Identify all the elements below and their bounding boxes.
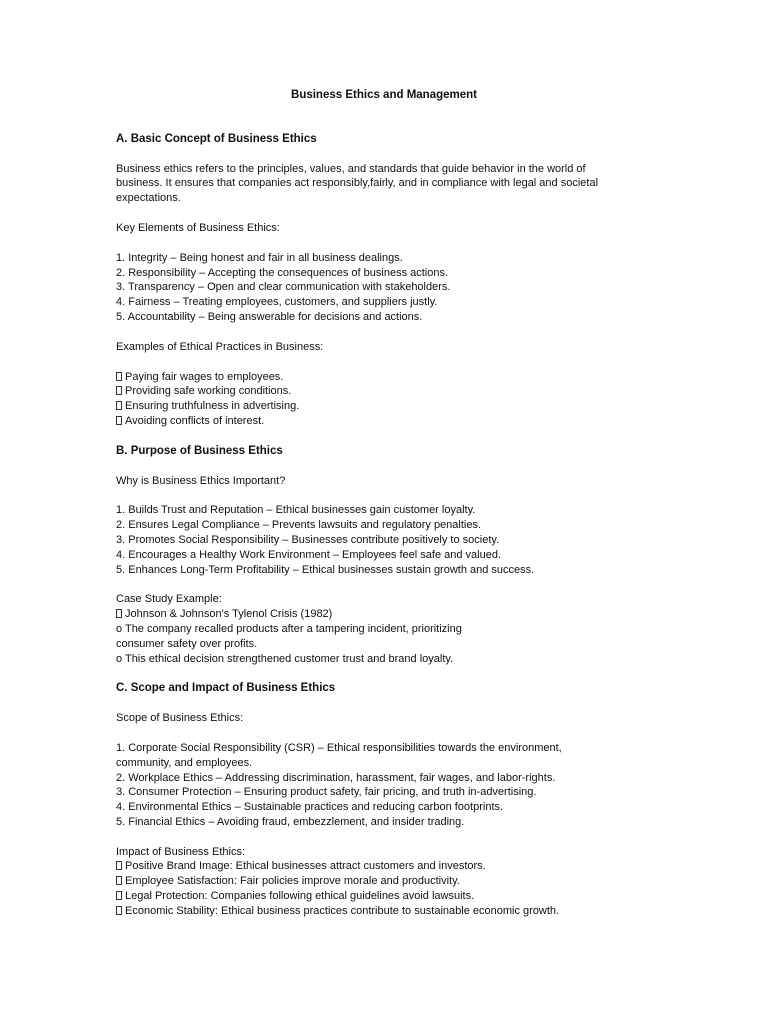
- list-item: [116, 384, 656, 399]
- list-item: 3. Consumer Protection – Ensuring product safety, fair pricing, and truth in-advertising.: [116, 786, 537, 799]
- list-item: 2. Responsibility – Accepting the consequences of business actions.: [116, 266, 449, 279]
- list-item: [116, 370, 656, 385]
- why-important-label: [116, 474, 656, 489]
- label-text: Examples of Ethical Practices in Business:: [116, 340, 324, 353]
- case-study-title: Johnson & Johnson's Tylenol Crisis (1982): [125, 608, 333, 621]
- list-item: 1. Corporate Social Responsibility (CSR) – Ethical responsibilities towards the environment,: [116, 741, 562, 754]
- section-c-heading: C. Scope and Impact of Business Ethics: [116, 682, 336, 695]
- list-item: 1. Integrity – Being honest and fair in all business dealings.: [116, 251, 403, 264]
- list-item: 5. Enhances Long-Term Profitability – Ethical businesses sustain growth and success.: [116, 563, 535, 576]
- list-item-text: Employee Satisfaction: Fair policies improve morale and productivity.: [125, 875, 460, 888]
- list-item-text: Economic Stability: Ethical business practices contribute to sustainable economic growth.: [125, 904, 560, 917]
- list-item: consumer safety over profits.: [116, 637, 258, 650]
- list-item: o This ethical decision strengthened customer trust and brand loyalty.: [116, 652, 454, 665]
- key-elements-list: [116, 251, 656, 325]
- missing-glyph-bullet-icon: [116, 416, 122, 425]
- examples-label: [116, 340, 656, 355]
- list-item: [116, 904, 656, 919]
- label-text: Scope of Business Ethics:: [116, 712, 244, 725]
- missing-glyph-bullet-icon: [116, 876, 122, 885]
- label-text: Why is Business Ethics Important?: [116, 474, 286, 487]
- list-item: o The company recalled products after a tampering incident, prioritizing: [116, 622, 462, 635]
- list-item: 2. Ensures Legal Compliance – Prevents lawsuits and regulatory penalties.: [116, 519, 482, 532]
- list-item: 5. Financial Ethics – Avoiding fraud, embezzlement, and insider trading.: [116, 815, 465, 828]
- list-item-text: Providing safe working conditions.: [125, 385, 292, 398]
- section-a-heading: A. Basic Concept of Business Ethics: [116, 132, 317, 145]
- missing-glyph-bullet-icon: [116, 386, 122, 395]
- label-text: Case Study Example:: [116, 593, 222, 606]
- scope-list: [116, 741, 656, 830]
- impact-section: [116, 845, 656, 919]
- list-item: [116, 859, 656, 874]
- list-item-text: Legal Protection: Companies following ethical guidelines avoid lawsuits.: [125, 890, 475, 903]
- missing-glyph-bullet-icon: [116, 401, 122, 410]
- missing-glyph-bullet-icon: [116, 891, 122, 900]
- list-item: 2. Workplace Ethics – Addressing discrimination, harassment, fair wages, and labor-rights.: [116, 771, 556, 784]
- missing-glyph-bullet-icon: [116, 609, 122, 618]
- paragraph-line: business. It ensures that companies act responsibly,fairly, and in compliance with legal and societal: [116, 177, 599, 190]
- list-item: [116, 414, 656, 429]
- key-elements-label: [116, 221, 656, 236]
- list-item: [116, 607, 656, 622]
- list-item: 4. Environmental Ethics – Sustainable practices and reducing carbon footprints.: [116, 801, 504, 814]
- list-item: 4. Fairness – Treating employees, customers, and suppliers justly.: [116, 296, 438, 309]
- label-text: Impact of Business Ethics:: [116, 845, 245, 858]
- missing-glyph-bullet-icon: [116, 906, 122, 915]
- examples-list: [116, 370, 656, 429]
- section-a-intro: [116, 162, 656, 206]
- list-item-text: Avoiding conflicts of interest.: [125, 414, 265, 427]
- list-item: [116, 874, 656, 889]
- reasons-list: [116, 503, 656, 577]
- document-title: Business Ethics and Management: [291, 89, 477, 101]
- list-item: community, and employees.: [116, 756, 253, 769]
- list-item: 3. Transparency – Open and clear communication with stakeholders.: [116, 281, 451, 294]
- missing-glyph-bullet-icon: [116, 372, 122, 381]
- label-text: Key Elements of Business Ethics:: [116, 221, 280, 234]
- list-item: 5. Accountability – Being answerable for decisions and actions.: [116, 310, 423, 323]
- paragraph-line: expectations.: [116, 192, 181, 205]
- list-item: 1. Builds Trust and Reputation – Ethical businesses gain customer loyalty.: [116, 504, 476, 517]
- missing-glyph-bullet-icon: [116, 861, 122, 870]
- document-body: [116, 88, 656, 934]
- list-item-text: Positive Brand Image: Ethical businesses attract customers and investors.: [125, 860, 486, 873]
- scope-label: [116, 711, 656, 726]
- case-study: [116, 592, 656, 666]
- section-b-heading: B. Purpose of Business Ethics: [116, 444, 283, 457]
- list-item: 3. Promotes Social Responsibility – Businesses contribute positively to society.: [116, 533, 500, 546]
- list-item: [116, 399, 656, 414]
- list-item: 4. Encourages a Healthy Work Environment – Employees feel safe and valued.: [116, 548, 502, 561]
- paragraph-line: Business ethics refers to the principles, values, and standards that guide behavior in the world of: [116, 162, 586, 175]
- list-item: [116, 889, 656, 904]
- list-item-text: Ensuring truthfulness in advertising.: [125, 400, 300, 413]
- list-item-text: Paying fair wages to employees.: [125, 370, 284, 383]
